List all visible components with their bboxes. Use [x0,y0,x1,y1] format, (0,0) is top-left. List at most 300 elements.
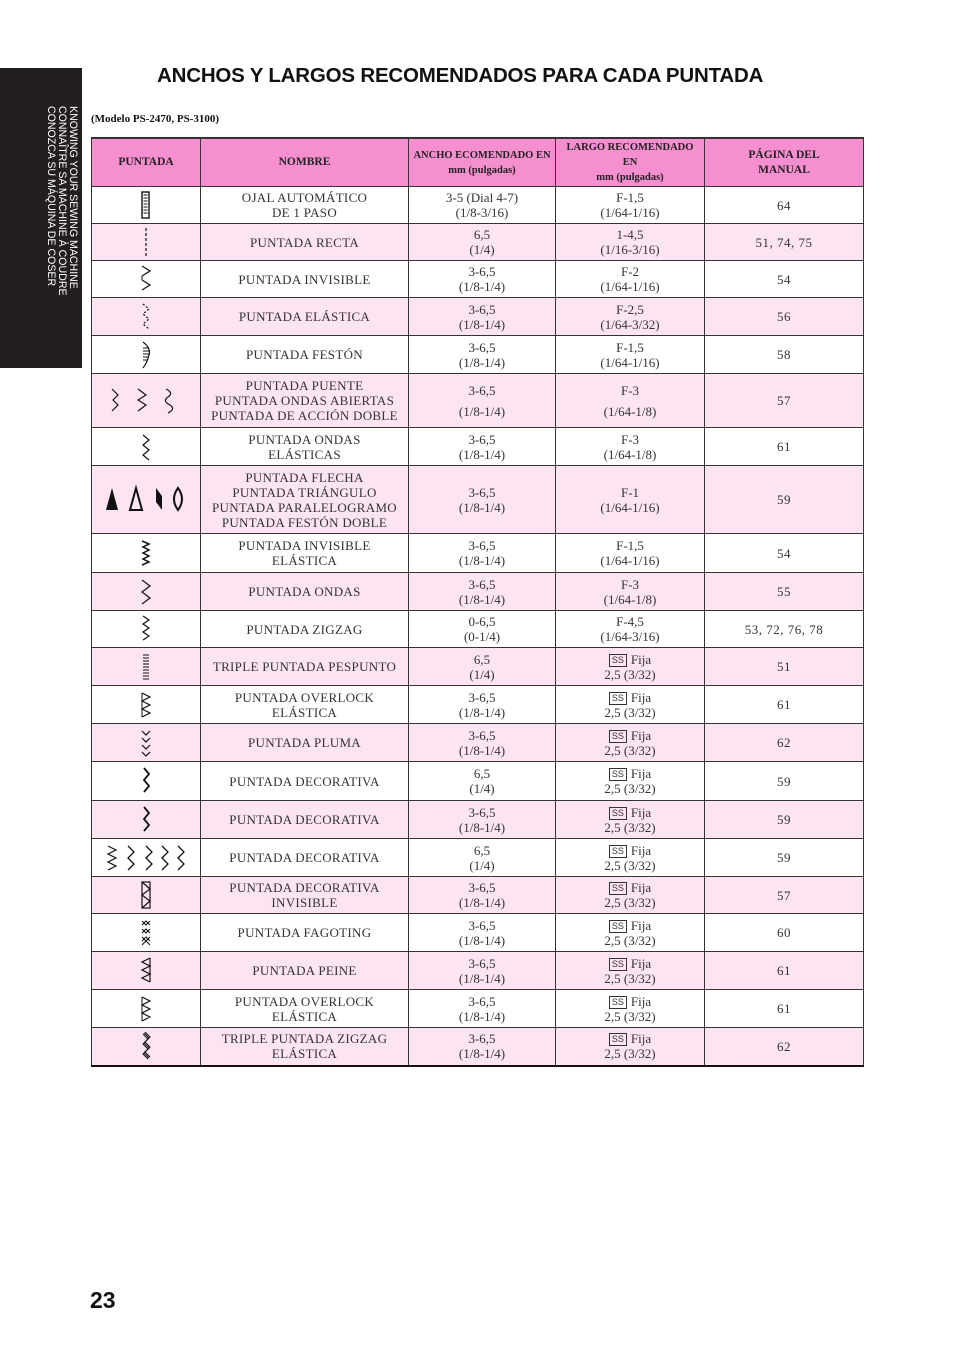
straight-stitch-icon [132,226,160,258]
length-fixed-label: Fija [630,993,652,1009]
stitch-name-line: PUNTADA PLUMA [247,735,361,750]
manual-page-cell: 56 [705,298,864,336]
table-row [92,686,864,724]
header-pagina-line2: MANUAL [758,163,810,176]
stitch-icon-cell [92,839,201,877]
length-value-line: 2,5 (3/32) [604,895,656,910]
stitch-name-cell [201,298,409,336]
manual-page-cell: 59 [705,801,864,839]
stitch-name-line: PUNTADA FESTÓN DOBLE [221,514,388,530]
stitch-name-line: PUNTADA OVERLOCK [234,993,375,1009]
length-value-line [558,843,702,858]
length-fixed-label: Fija [630,955,652,971]
stitch-icon-cell [92,466,201,534]
stitch-name-cell [201,914,409,952]
stitch-icon-cell [92,187,201,224]
stitch-icon-cell [92,914,201,952]
model-note: (Modelo PS-2470, PS-3100) [91,113,220,125]
header-pagina-line1: PÁGINA DEL [748,148,820,161]
stitch-name-line: PUNTADA PEINE [252,963,357,978]
recommended-length-cell [556,573,705,611]
stitch-name-cell [201,534,409,573]
recommended-width-cell [409,534,556,573]
recommended-length-cell [556,914,705,952]
length-value-line: (1/64-1/16) [600,354,660,370]
decorative-stitch-icon [132,765,160,797]
recommended-width-cell [409,648,556,686]
table-row [92,374,864,428]
length-value-line: (1/64-3/16) [600,629,660,644]
stitch-name-cell [201,573,409,611]
width-value-line: (1/8-1/4) [458,895,506,910]
recommended-length-cell [556,1028,705,1066]
ss-badge: SS [609,807,627,820]
page-title: ANCHOS Y LARGOS RECOMENDADOS PARA CADA PUNTADA [157,64,764,87]
recommended-width-cell [409,952,556,990]
length-value-line: F-3 [620,576,640,592]
stitch-icon-cell [92,374,201,428]
stitch-icon-cell [92,877,201,914]
stitch-name-cell [201,762,409,801]
stitch-name-line: PUNTADA DE ACCIÓN DOBLE [211,408,398,423]
stitch-icon-cell [92,224,201,261]
manual-page-cell: 59 [705,762,864,801]
header-ancho-line2: mm (pulgadas) [448,164,516,176]
header-nombre: NOMBRE [201,138,409,187]
stitch-name-cell [201,187,409,224]
length-value-line: 2,5 (3/32) [604,819,656,835]
ss-badge: SS [609,730,627,743]
stitch-icon-cell [92,686,201,724]
width-value-line: 3-6,5 [468,576,496,592]
length-fixed-label: Fija [630,842,652,858]
length-value-line [558,1031,702,1046]
ss-badge: SS [609,845,627,858]
length-value-line: F-3 [620,382,640,398]
elastic-wave-stitch-icon [132,431,160,463]
elastic-stitch-icon [132,301,160,333]
width-value-line: (1/8-3/16) [455,205,509,220]
width-value-line: 3-6,5 [468,484,496,500]
ss-badge: SS [609,1033,627,1046]
stitch-name-line: PUNTADA PUENTE [245,378,364,393]
width-value-line: (1/8-1/4) [458,279,506,294]
length-value-line: 2,5 (3/32) [604,1008,656,1024]
recommended-length-cell [556,428,705,466]
recommended-length-cell [556,839,705,877]
stitch-name-line: PUNTADA ELÁSTICA [238,309,371,324]
triple-straight-stitch-icon [132,651,160,683]
stitch-name-cell [201,374,409,428]
length-value-line: (1/64-1/16) [600,553,660,568]
width-value-line: 3-6,5 [468,727,496,743]
stitch-icon-cell [92,801,201,839]
manual-page-cell: 61 [705,990,864,1028]
header-largo [556,138,705,187]
recommended-width-cell [409,839,556,877]
length-fixed-label: Fija [630,766,652,781]
stitch-name-line: DE 1 PASO [271,205,338,220]
stitch-name-line: PUNTADA TRIÁNGULO [232,484,377,500]
recommended-width-cell [409,187,556,224]
stitch-icon-cell [92,428,201,466]
length-value-line: 2,5 (3/32) [604,666,656,682]
recommended-width-cell [409,573,556,611]
stitch-name-line: PUNTADA DECORATIVA [229,812,380,827]
stitch-name-cell [201,990,409,1028]
recommended-length-cell [556,298,705,336]
recommended-length-cell [556,762,705,801]
width-value-line: (1/8-1/4) [458,819,506,835]
elastic-blind-stitch-icon [132,537,160,569]
recommended-length-cell [556,724,705,762]
stitch-icon-cell [92,611,201,648]
header-largo-line2: mm (pulgadas) [596,172,664,183]
side-label-spanish: CONOZCA SU MÁQUINA DE COSER [45,106,57,287]
recommended-length-cell [556,261,705,298]
recommended-width-cell [409,611,556,648]
table-row [92,336,864,374]
recommended-width-cell [409,298,556,336]
table-row [92,877,864,914]
stitch-icon-cell [92,573,201,611]
length-value-line: (1/64-1/8) [603,591,657,607]
header-ancho [409,138,556,187]
table-row [92,261,864,298]
stitch-name-line: PUNTADA DECORATIVA [229,880,380,895]
stitch-name-line: PUNTADA INVISIBLE [238,271,371,287]
width-value-line: 6,5 [473,651,491,667]
length-value-line: F-3 [620,431,640,447]
recommended-length-cell [556,686,705,724]
stitch-name-cell [201,686,409,724]
length-value-line [558,918,702,933]
length-value-line: 1-4,5 [616,227,644,242]
length-value-line [558,880,702,895]
manual-page-cell: 59 [705,839,864,877]
length-value-line: (1/64-1/16) [600,499,660,515]
manual-page-cell: 61 [705,428,864,466]
width-value-line: 3-6,5 [468,431,496,447]
header-largo-line1: LARGO RECOMENDADO EN [566,142,694,168]
table-row [92,224,864,261]
length-fixed-label: Fija [630,727,652,743]
side-label-english: KNOWING YOUR SEWING MACHINE [67,106,79,289]
ss-badge: SS [609,958,627,971]
length-value-line: 2,5 (3/32) [604,781,656,796]
ss-badge: SS [609,882,627,895]
stitch-name-line: OJAL AUTOMÁTICO [241,190,368,205]
stitch-name-line: PUNTADA FAGOTING [237,925,372,940]
width-value-line: 3-6,5 [468,917,496,933]
recommended-width-cell [409,224,556,261]
length-fixed-label: Fija [630,1031,652,1047]
stitch-name-cell [201,877,409,914]
fagoting-stitch-icon [132,917,160,949]
stitch-icon-cell [92,534,201,573]
stitch-name-cell [201,724,409,762]
stitch-name-line: PUNTADA INVISIBLE [238,538,371,553]
table-row [92,648,864,686]
length-fixed-label: Fija [630,880,652,895]
length-fixed-label: Fija [630,689,652,705]
section-side-label [34,106,78,336]
length-value-line: 2,5 (3/32) [604,857,656,873]
width-value-line: 3-6,5 [468,993,496,1009]
width-value-line: 3-6,5 [468,880,496,895]
stitch-icon-cell [92,336,201,374]
recommended-width-cell [409,877,556,914]
width-value-line: (1/4) [469,242,495,257]
recommended-length-cell [556,466,705,534]
length-value-line [558,766,702,781]
table-row [92,428,864,466]
length-value-line: (1/64-1/8) [603,446,657,462]
stitch-name-line: ELÁSTICA [271,1046,338,1062]
width-value-line: 3-6,5 [468,339,496,355]
stitch-name-line: TRIPLE PUNTADA PESPUNTO [212,659,397,674]
stitch-name-line: PUNTADA DECORATIVA [229,850,380,865]
length-value-line: (1/64-1/8) [603,403,657,419]
length-value-line: F-2,5 [616,301,644,317]
side-label-french: CONNAÎTRE SA MACHINE À COUDRE [56,106,68,296]
width-value-line: 6,5 [473,766,491,781]
width-value-line: 3-6,5 [468,804,496,820]
length-fixed-label: Fija [630,804,652,820]
length-fixed-label: Fija [630,651,652,667]
stitch-icon-cell [92,648,201,686]
recommended-length-cell [556,187,705,224]
recommended-width-cell [409,466,556,534]
recommended-length-cell [556,648,705,686]
comb-stitch-icon [132,955,160,987]
stitch-name-cell [201,952,409,990]
length-value-line: 2,5 (3/32) [604,704,656,720]
length-fixed-label: Fija [630,917,652,933]
width-value-line: (0-1/4) [463,629,501,644]
width-value-line: 3-6,5 [468,538,496,553]
stitch-icon-cell [92,762,201,801]
table-row [92,573,864,611]
manual-page-cell: 53, 72, 76, 78 [705,611,864,648]
overlock-stitch-icon [132,689,160,721]
table-row [92,466,864,534]
stitch-name-line: PUNTADA RECTA [249,234,360,250]
width-value-line: (1/8-1/4) [458,1046,506,1062]
recommended-width-cell [409,724,556,762]
length-value-line: (1/64-1/16) [600,205,660,220]
stitch-name-line: ELÁSTICA [271,1008,338,1024]
stitch-name-cell [201,428,409,466]
triple-zigzag-stitch-icon [132,1030,160,1062]
length-value-line: 2,5 (3/32) [604,742,656,758]
table-row [92,724,864,762]
recommended-width-cell [409,261,556,298]
length-value-line: F-1 [620,484,640,500]
stitch-name-cell [201,611,409,648]
feather-stitch-icon [132,727,160,759]
width-value-line: 3-6,5 [468,264,496,279]
recommended-width-cell [409,990,556,1028]
width-value-line: 3-6,5 [468,1031,496,1047]
stitch-name-line: PUNTADA ONDAS [248,431,361,447]
table-row [92,1028,864,1066]
recommended-width-cell [409,374,556,428]
recommended-width-cell [409,1028,556,1066]
stitch-name-line: PUNTADA DECORATIVA [229,773,380,789]
width-value-line: 3-6,5 [468,689,496,705]
length-value-line: 2,5 (3/32) [604,932,656,948]
length-value-line [558,956,702,971]
recommended-length-cell [556,336,705,374]
stitch-name-line: ELÁSTICA [271,704,338,720]
blind-stitch-icon [132,263,160,295]
stitch-name-line: ELÁSTICAS [268,446,341,462]
scallop-stitch-icon [132,339,160,371]
stitch-name-line: PUNTADA PARALELOGRAMO [212,499,397,515]
satin-shape-stitch-icons [98,484,194,516]
recommended-width-cell [409,914,556,952]
ss-badge: SS [609,654,627,667]
length-value-line [558,652,702,667]
length-value-line [558,994,702,1009]
stitch-name-cell [201,1028,409,1066]
stitch-icon-cell [92,298,201,336]
header-puntada: PUNTADA [92,138,201,187]
width-value-line: (1/8-1/4) [458,704,506,720]
stitch-name-cell [201,261,409,298]
ss-badge: SS [609,768,627,781]
wave-stitch-icon [132,576,160,608]
stitch-icon-cell [92,1028,201,1066]
table-row [92,762,864,801]
recommended-length-cell [556,877,705,914]
stitch-name-line: PUNTADA FESTÓN [246,347,363,362]
length-value-line: 2,5 (3/32) [604,970,656,986]
length-value-line: (1/64-1/16) [600,279,660,294]
header-ancho-line1: ANCHO ECOMENDADO EN [413,149,551,161]
manual-page-cell: 59 [705,466,864,534]
table-row [92,801,864,839]
manual-page-cell: 55 [705,573,864,611]
length-value-line [558,728,702,743]
manual-page-cell: 51 [705,648,864,686]
stitch-name-line: PUNTADA ZIGZAG [246,621,363,637]
length-value-line: F-1,5 [616,190,644,205]
stitch-name-line: ELÁSTICA [271,553,338,568]
ss-badge: SS [609,996,627,1009]
table-row [92,952,864,990]
table-row [92,534,864,573]
length-value-line: (1/16-3/16) [600,242,660,257]
width-value-line: (1/8-1/4) [458,403,506,419]
length-value-line: F-1,5 [616,339,644,355]
recommended-length-cell [556,990,705,1028]
width-value-line: (1/8-1/4) [458,553,506,568]
length-value-line: 2,5 (3/32) [604,1046,656,1062]
bridge-wave-stitch-icons [98,385,194,417]
stitch-name-line: PUNTADA ONDAS [248,584,361,599]
width-value-line: (1/8-1/4) [458,591,506,607]
recommended-width-cell [409,801,556,839]
decorative-blind-stitch-icon [132,879,160,911]
table-row [92,187,864,224]
page-number: 23 [90,1287,116,1313]
recommended-length-cell [556,952,705,990]
length-value-line: F-1,5 [616,538,644,553]
manual-page-cell: 54 [705,261,864,298]
width-value-line: 0-6,5 [468,614,496,629]
table-header-row [92,138,864,187]
table-row [92,990,864,1028]
stitch-name-line: TRIPLE PUNTADA ZIGZAG [221,1031,388,1047]
ss-badge: SS [609,692,627,705]
manual-page-cell: 64 [705,187,864,224]
length-value-line [558,690,702,705]
stitch-name-cell [201,801,409,839]
stitch-settings-table [91,137,864,1067]
stitch-name-line: PUNTADA ONDAS ABIERTAS [214,393,395,408]
length-value-line: F-2 [620,264,640,279]
table-row [92,298,864,336]
length-value-line: (1/64-3/32) [600,316,660,332]
stitch-name-line: PUNTADA FLECHA [245,469,364,485]
table-row [92,914,864,952]
recommended-length-cell [556,534,705,573]
stitch-name-cell [201,336,409,374]
width-value-line: (1/8-1/4) [458,970,506,986]
stitch-icon-cell [92,990,201,1028]
width-value-line: 3-6,5 [468,382,496,398]
manual-page-cell: 54 [705,534,864,573]
width-value-line: (1/4) [469,781,495,796]
width-value-line: (1/4) [469,857,495,873]
manual-page-cell: 57 [705,877,864,914]
recommended-width-cell [409,428,556,466]
length-value-line: F-4,5 [616,614,644,629]
stitch-icon-cell [92,952,201,990]
recommended-width-cell [409,336,556,374]
manual-page-cell: 62 [705,1028,864,1066]
stitch-name-line: PUNTADA OVERLOCK [234,689,375,705]
length-value-line [558,805,702,820]
width-value-line: (1/8-1/4) [458,742,506,758]
recommended-length-cell [556,224,705,261]
recommended-width-cell [409,686,556,724]
manual-page-cell: 61 [705,952,864,990]
width-value-line: (1/8-1/4) [458,932,506,948]
stitch-name-cell [201,224,409,261]
table-row [92,611,864,648]
stitch-name-cell [201,466,409,534]
zigzag-stitch-icon [132,613,160,645]
table-row [92,839,864,877]
width-value-line: (1/8-1/4) [458,1008,506,1024]
stitch-name-line: INVISIBLE [271,895,338,910]
recommended-length-cell [556,374,705,428]
recommended-length-cell [556,801,705,839]
width-value-line: 3-6,5 [468,955,496,971]
buttonhole-stitch-icon [132,189,160,221]
width-value-line: 6,5 [473,842,491,858]
width-value-line: 3-6,5 [468,301,496,317]
stitch-icon-cell [92,261,201,298]
stitch-name-cell [201,648,409,686]
decorative-stitch-icon [132,804,160,836]
manual-page-cell: 60 [705,914,864,952]
recommended-width-cell [409,762,556,801]
stitch-name-cell [201,839,409,877]
